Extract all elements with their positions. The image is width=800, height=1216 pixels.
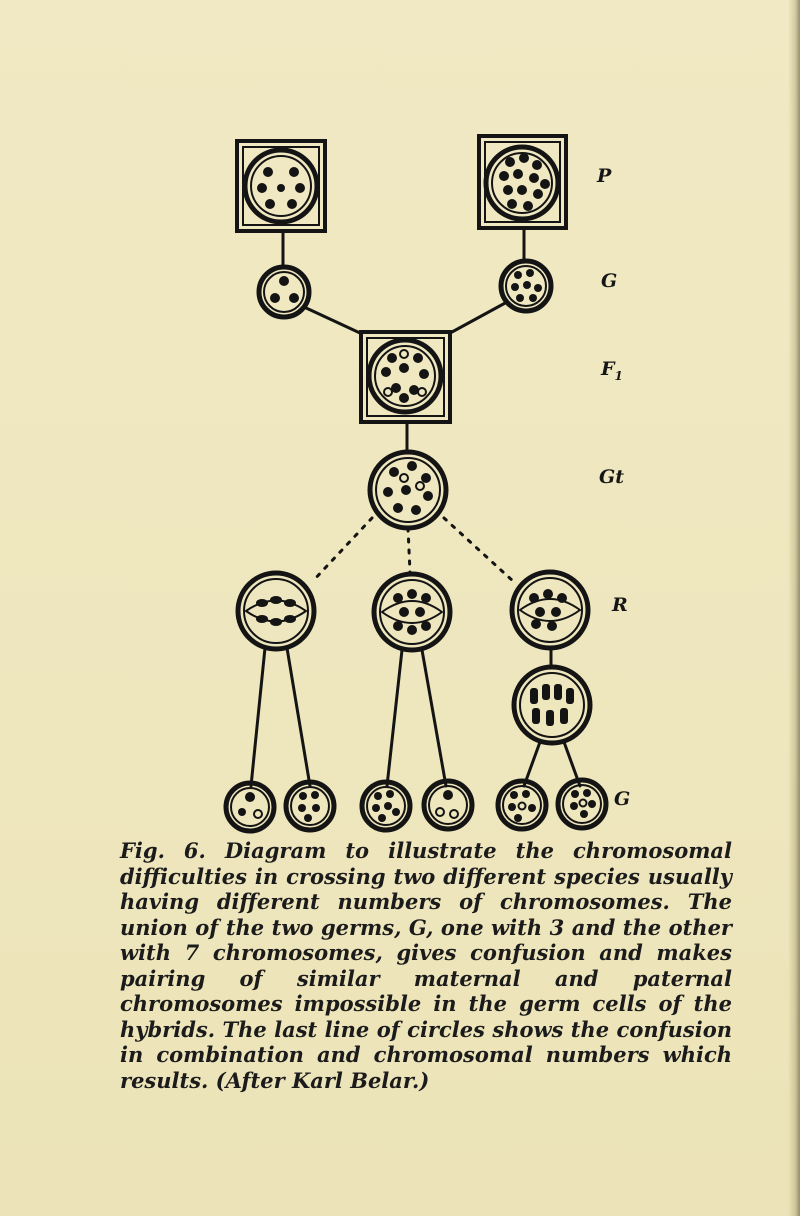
- final-germ-cell-6: [558, 780, 606, 828]
- gamete-left: [259, 267, 309, 317]
- final-germ-cell-5: [498, 781, 546, 829]
- label-g-gamete: G: [601, 270, 618, 292]
- caption-text: Diagram to illustrate the chromosomal difficulties in crossing two different species usually having different numbers of chromosomes. The union of the two germs, G, one with 3 and the other with 7 chromosomes, gives confusion and makes pairing of similar maternal and paternal chromosomes impossible in the germ cells of the hybrids. The last line of circles shows the confusion in combination and chromosomal numbers which results. (: [120, 838, 733, 1093]
- label-p: P: [597, 165, 612, 187]
- caption-credit: Karl Belar.): [284, 1067, 430, 1093]
- caption-fig-number: Fig. 6.: [120, 838, 206, 863]
- label-r: R: [612, 594, 628, 616]
- final-germ-cell-2: [286, 782, 334, 830]
- parent-cell-right: [479, 136, 566, 228]
- final-germ-cell-1: [226, 783, 274, 831]
- final-germ-cell-4: [424, 781, 472, 829]
- label-f-subscript: 1: [614, 368, 623, 383]
- gamete-right: [501, 261, 551, 311]
- label-g-final: G: [614, 788, 631, 810]
- figure-caption: [120, 838, 732, 1093]
- parent-cell-left: [237, 141, 325, 231]
- label-f: F: [601, 358, 615, 380]
- caption-after: After: [225, 1067, 285, 1093]
- f1-hybrid-cell: [361, 332, 450, 422]
- label-gt: Gt: [599, 466, 625, 488]
- r-division-cell-2: [374, 574, 450, 650]
- r-division-cell-3: [512, 572, 588, 648]
- r-division-cell-1: [238, 573, 314, 649]
- gt-germ-cell: [370, 452, 446, 528]
- second-division-cell: [514, 667, 590, 743]
- label-f1: [601, 358, 623, 383]
- final-germ-cell-3: [362, 782, 410, 830]
